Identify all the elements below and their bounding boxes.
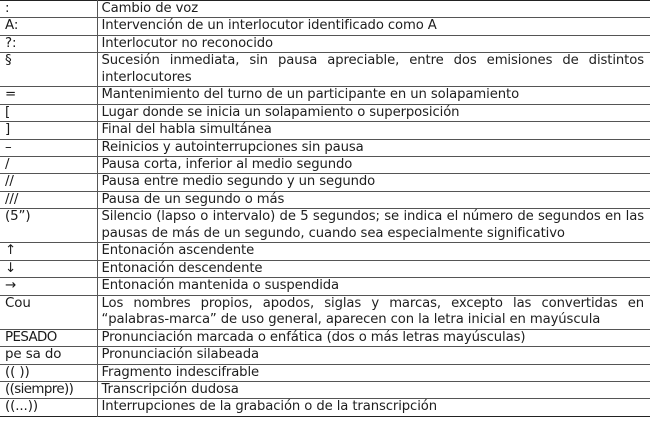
arrow-right-icon: →: [0, 278, 97, 295]
description-cell: Entonación ascendente: [97, 243, 650, 260]
description-cell: Transcripción dudosa: [97, 382, 650, 399]
description-cell: Pronunciación silabeada: [97, 347, 650, 364]
symbol-cell: ]: [0, 122, 97, 139]
description-cell: Pronunciación marcada o enfática (dos o más letras mayúsculas): [97, 329, 650, 346]
table-row: [0, 18, 650, 35]
table-row: [0, 122, 650, 139]
table-row: [0, 364, 650, 381]
symbol-cell: :: [0, 1, 97, 18]
table-row: [0, 347, 650, 364]
table-row: [0, 243, 650, 260]
symbol-cell: (( )): [0, 364, 97, 381]
table-row: [0, 260, 650, 277]
symbol-cell: ///: [0, 191, 97, 208]
symbol-cell: §: [0, 53, 97, 87]
description-cell: Fragmento indescifrable: [97, 364, 650, 381]
symbol-cell: –: [0, 139, 97, 156]
symbol-cell: //: [0, 174, 97, 191]
symbol-cell: ((siempre)): [0, 382, 97, 399]
description-cell: Sucesión inmediata, sin pausa apreciable, entre dos emisiones de distintos interlocutores: [97, 53, 650, 87]
table-row: [0, 329, 650, 346]
table-row: [0, 191, 650, 208]
description-cell: Mantenimiento del turno de un participante en un solapamiento: [97, 87, 650, 104]
symbol-cell: A:: [0, 18, 97, 35]
symbol-cell: ?:: [0, 35, 97, 52]
description-cell: Entonación mantenida o suspendida: [97, 278, 650, 295]
symbol-cell: ((...)): [0, 399, 97, 416]
table-row: [0, 53, 650, 87]
symbol-cell: /: [0, 157, 97, 174]
symbol-cell: (5”): [0, 209, 97, 243]
table-row: [0, 35, 650, 52]
table-row: [0, 104, 650, 121]
arrow-down-icon: ↓: [0, 260, 97, 277]
table-row: [0, 382, 650, 399]
symbol-cell: PESADO: [0, 329, 97, 346]
table-row: [0, 1, 650, 18]
table-row: [0, 139, 650, 156]
table-row: [0, 157, 650, 174]
description-cell: Los nombres propios, apodos, siglas y marcas, excepto las convertidas en “palabras-marca” de uso general, aparecen con la letra inicial en mayúscula: [97, 295, 650, 329]
symbol-cell: =: [0, 87, 97, 104]
description-cell: Entonación descendente: [97, 260, 650, 277]
symbol-cell: pe sa do: [0, 347, 97, 364]
description-cell: Lugar donde se inicia un solapamiento o superposición: [97, 104, 650, 121]
description-cell: Silencio (lapso o intervalo) de 5 segundos; se indica el número de segundos en las pausas de más de un segundo, cuando sea especialmente significativo: [97, 209, 650, 243]
table-row: [0, 278, 650, 295]
description-cell: Pausa entre medio segundo y un segundo: [97, 174, 650, 191]
table-row: [0, 174, 650, 191]
description-cell: Pausa corta, inferior al medio segundo: [97, 157, 650, 174]
table-row: [0, 87, 650, 104]
description-cell: Reinicios y autointerrupciones sin pausa: [97, 139, 650, 156]
table-row: [0, 209, 650, 243]
description-cell: Pausa de un segundo o más: [97, 191, 650, 208]
description-cell: Cambio de voz: [101, 1, 199, 16]
table-row: [0, 399, 650, 416]
description-cell: Final del habla simultánea: [97, 122, 650, 139]
symbol-cell: [: [0, 104, 97, 121]
description-cell: Interrupciones de la grabación o de la transcripción: [97, 399, 650, 416]
arrow-up-icon: ↑: [0, 243, 97, 260]
description-cell: Intervención de un interlocutor identificado como A: [97, 18, 650, 35]
symbol-cell: Cou: [0, 295, 97, 329]
table-row: [0, 295, 650, 329]
description-cell: Interlocutor no reconocido: [97, 35, 650, 52]
